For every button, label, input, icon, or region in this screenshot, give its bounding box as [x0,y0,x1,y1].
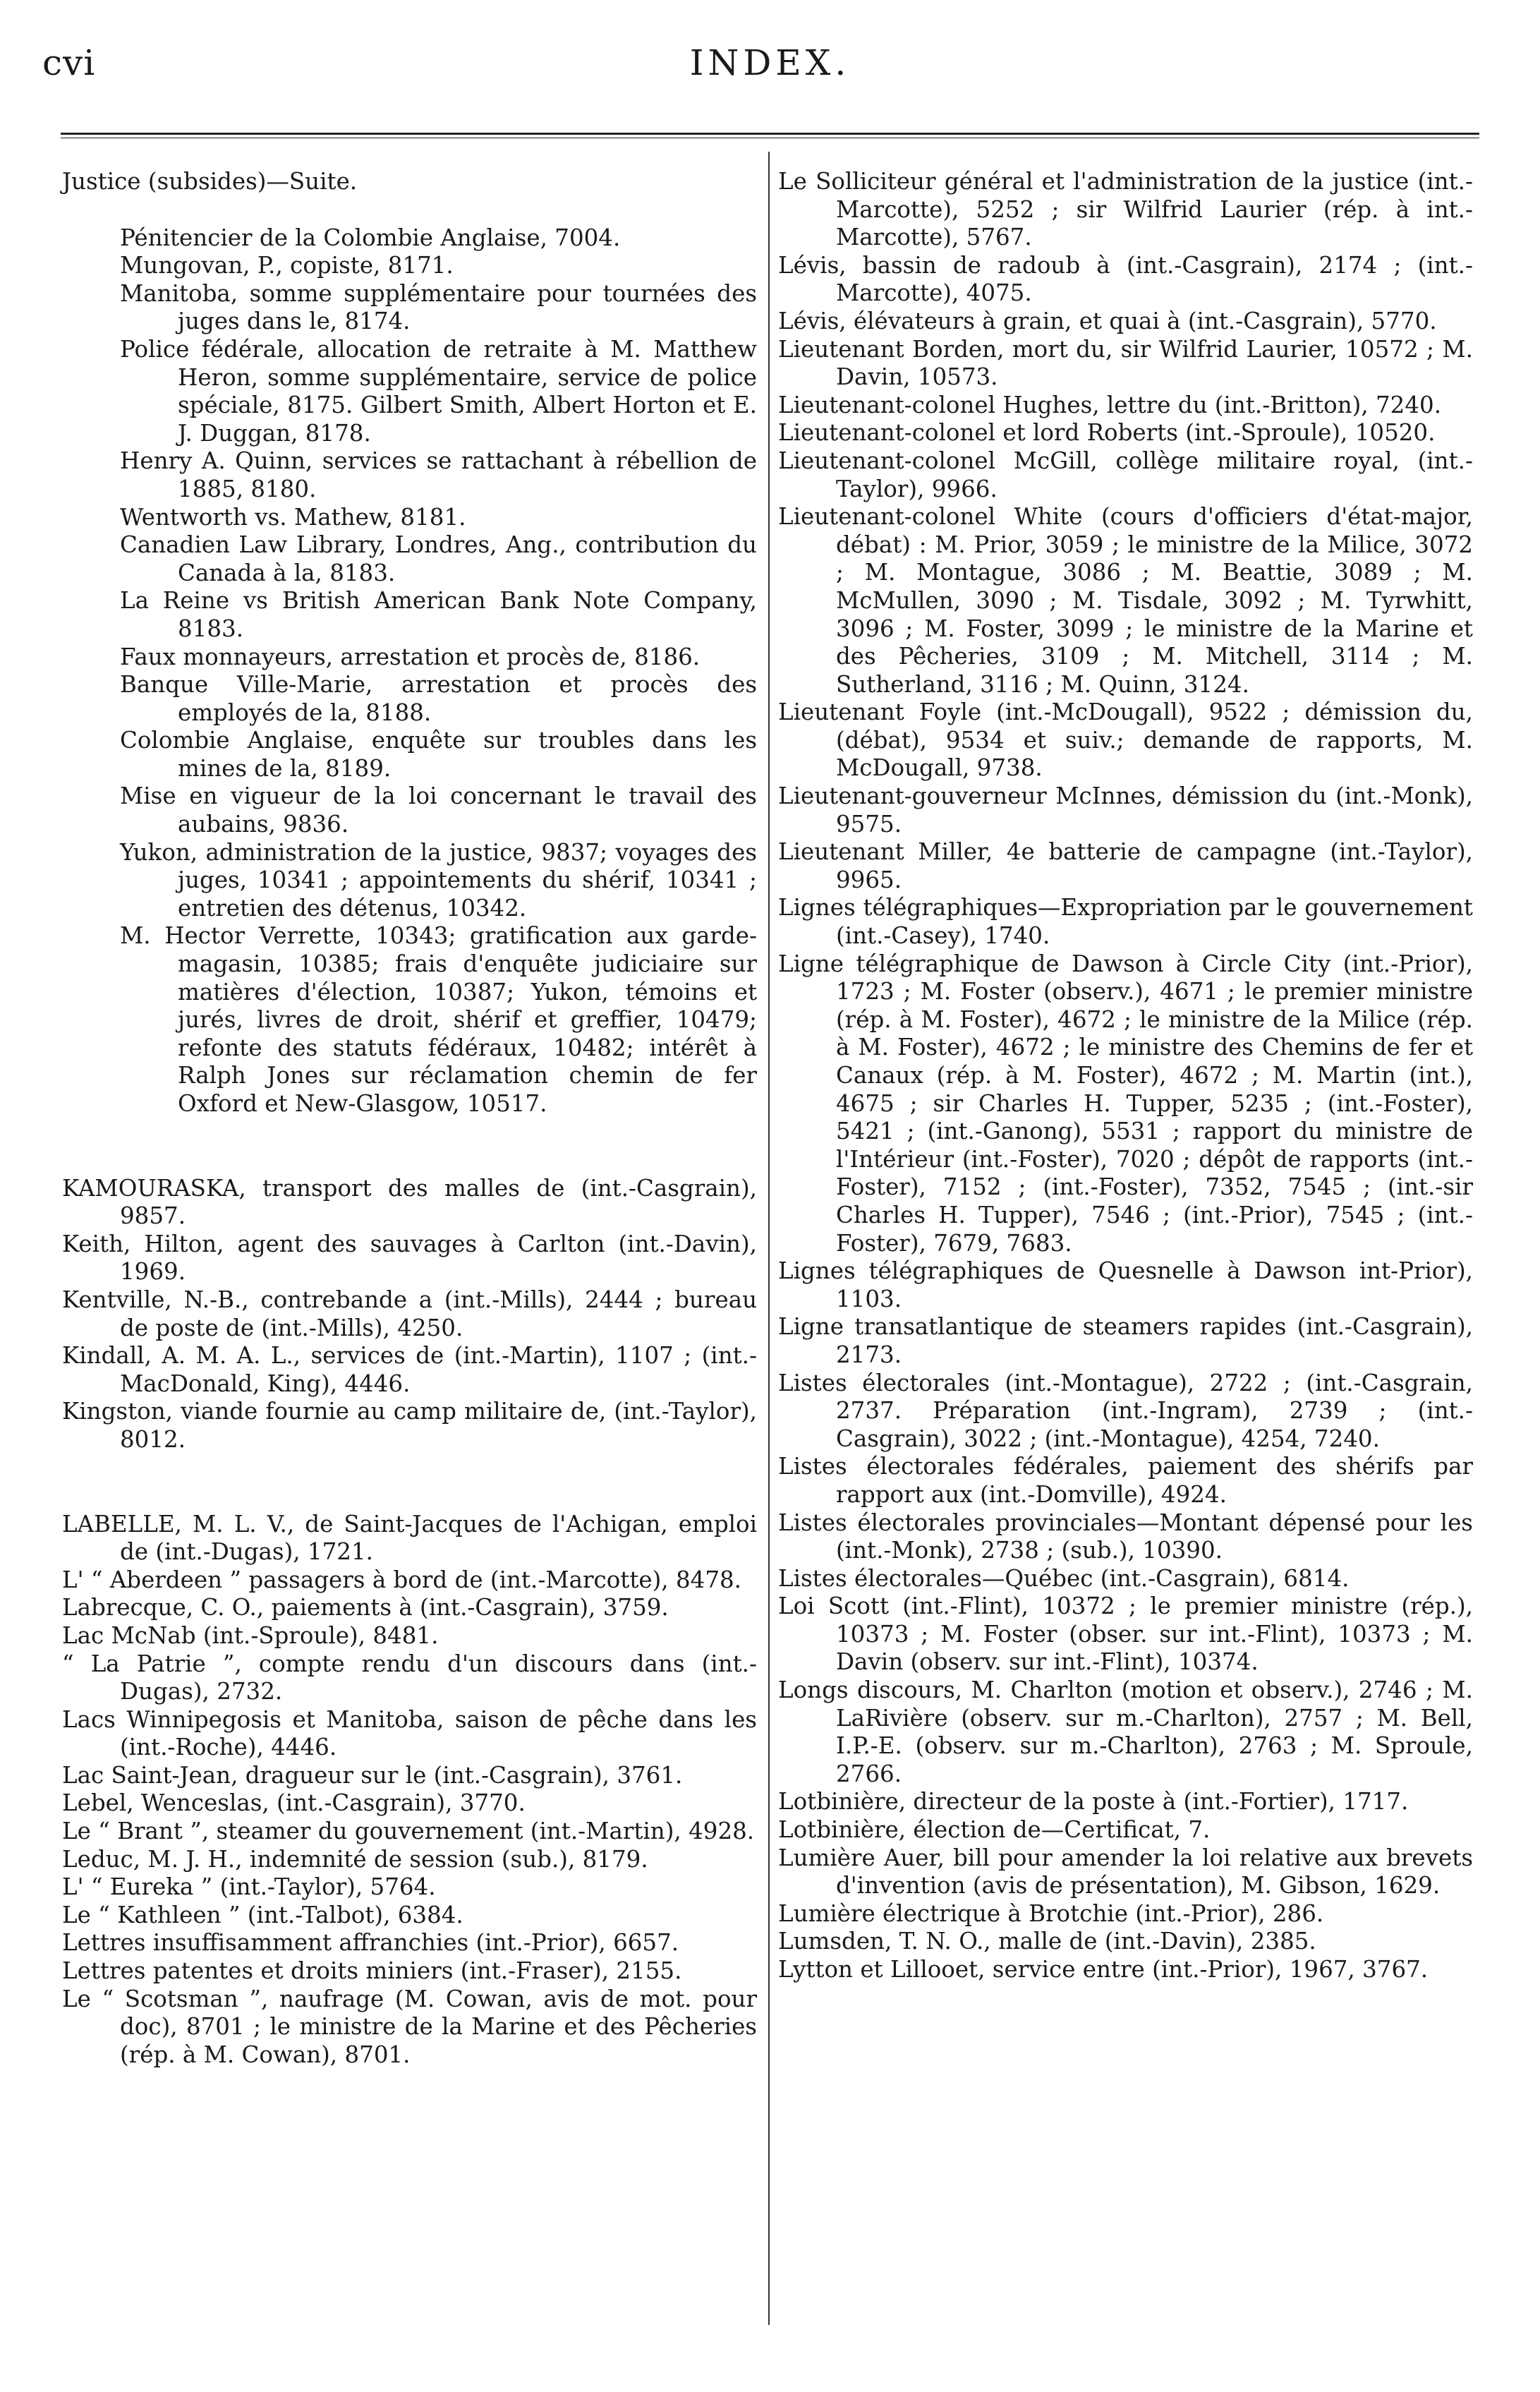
index-entry: Le “ Kathleen ” (int.-Talbot), 6384. [62,1901,463,1928]
index-entry: Pénitencier de la Colombie Anglaise, 7004. [120,224,621,251]
index-entry: Labrecque, C. O., paiements à (int.-Casgrain), 3759. [62,1594,669,1621]
index-entry: Keith, Hilton, agent des sauvages à Carlton (int.-Davin), 1969. [62,1230,757,1286]
right-column [778,168,1473,1984]
index-entry: Lieutenant-gouverneur McInnes, démission du (int.-Monk), 9575. [778,783,1473,838]
index-entry: Kindall, A. M. A. L., services de (int.-Martin), 1107 ; (int.-MacDonald, King), 4446. [62,1342,757,1397]
index-entry: Lieutenant Miller, 4e batterie de campagne (int.-Taylor), 9965. [778,838,1473,893]
left-column [62,168,757,2069]
column-divider [768,152,770,2325]
index-entry: Mise en vigueur de la loi concernant le travail des aubains, 9836. [120,783,757,838]
index-entry: Loi Scott (int.-Flint), 10372 ; le premier ministre (rép.), 10373 ; M. Foster (obser. sur int.-Flint), 10373 ; M. Davin (observ. sur int.-Flint), 10374. [778,1593,1473,1676]
index-entry: Lieutenant-colonel White (cours d'officiers d'état-major, débat) : M. Prior, 3059 ; le ministre de la Milice, 3072 ; M. Montague, 3086 ; M. Beattie, 3089 ; M. McMullen, 3090 ; M. Tisdale, 3092 ; M. Tyrwhitt, 3096 ; M. Foster, 3099 ; le ministre de la Marine et des Pêcheries, 3109 ; M. Mitchell, 3114 ; M. Sutherland, 3116 ; M. Quinn, 3124. [778,503,1473,698]
index-entry: Police fédérale, allocation de retraite à M. Matthew Heron, somme supplémentaire, service de police spéciale, 8175. Gilbert Smith, Albert Horton et E. J. Duggan, 8178. [120,335,757,447]
index-entry: Lettres patentes et droits miniers (int.-Fraser), 2155. [62,1957,682,1985]
index-entry: Lytton et Lillooet, service entre (int.-Prior), 1967, 3767. [778,1956,1429,1983]
index-entry: KAMOURASKA, transport des malles de (int.-Casgrain), 9857. [62,1174,757,1230]
index-entry: “ La Patrie ”, compte rendu d'un discours dans (int.-Dugas), 2732. [62,1650,757,1705]
index-entry: Listes électorales (int.-Montague), 2722 ; (int.-Casgrain, 2737. Préparation (int.-Ingram), 2739 ; (int.-Casgrain), 3022 ; (int.-Montague), 4254, 7240. [778,1369,1473,1452]
index-entry: Banque Ville-Marie, arrestation et procès des employés de la, 8188. [120,671,757,726]
page-number: cvi [42,42,96,83]
index-entry: Ligne transatlantique de steamers rapides (int.-Casgrain), 2173. [778,1313,1473,1368]
index-entry: Lumière Auer, bill pour amender la loi relative aux brevets d'invention (avis de présentation), M. Gibson, 1629. [778,1844,1473,1899]
index-entry: Lotbinière, directeur de la poste à (int.-Fortier), 1717. [778,1788,1409,1816]
index-entry: L' “ Aberdeen ” passagers à bord de (int.-Marcotte), 8478. [62,1566,742,1593]
index-entry: Kingston, viande fournie au camp militaire de, (int.-Taylor), 8012. [62,1398,757,1453]
index-entry: Lignes télégraphiques—Expropriation par le gouvernement (int.-Casey), 1740. [778,894,1473,950]
index-entry: Lacs Winnipegosis et Manitoba, saison de pêche dans les (int.-Roche), 4446. [62,1705,757,1761]
index-entry: LABELLE, M. L. V., de Saint-Jacques de l'Achigan, emploi de (int.-Dugas), 1721. [62,1510,757,1566]
header-rule [61,133,1479,138]
page-header [42,42,1498,106]
index-entry: Lignes télégraphiques de Quesnelle à Dawson int-Prior), 1103. [778,1257,1473,1312]
index-entry: Mungovan, P., copiste, 8171. [120,252,454,279]
index-entry: Listes électorales fédérales, paiement des shérifs par rapport aux (int.-Domville), 4924. [778,1453,1473,1508]
index-entry: Le “ Scotsman ”, naufrage (M. Cowan, avis de mot. pour doc), 8701 ; le ministre de la Marine et des Pêcheries (rép. à M. Cowan), 8701. [62,1985,757,2068]
continued-heading: Justice (subsides)—Suite. [62,168,358,195]
k-section [62,1175,757,1454]
index-entry: Listes électorales—Québec (int.-Casgrain), 6814. [778,1564,1350,1592]
index-entry: Lévis, élévateurs à grain, et quai à (int.-Casgrain), 5770. [778,307,1437,334]
index-entry: Manitoba, somme supplémentaire pour tournées des juges dans le, 8174. [120,279,757,335]
section-gap [62,1118,757,1175]
index-entry: Lieutenant-colonel et lord Roberts (int.-Sproule), 10520. [778,419,1436,447]
index-entry: Ligne télégraphique de Dawson à Circle City (int.-Prior), 1723 ; M. Foster (observ.), 4671 ; le premier ministre (rép. à M. Foster), 4672 ; le ministre de la Milice (rép. à M. Foster), 4672 ; le ministre des Chemins de fer et Canaux (rép. à M. Foster), 4672 ; M. Martin (int.), 4675 ; sir Charles H. Tupper, 5235 ; (int.-Foster), 5421 ; (int.-Ganong), 5531 ; rapport du ministre de l'Intérieur (int.-Foster), 7020 ; dépôt de rapports (int.-Foster), 7152 ; (int.-Foster), 7352, 7545 ; (int.-sir Charles H. Tupper), 7546 ; (int.-Prior), 7545 ; (int.-Foster), 7679, 7683. [778,950,1473,1257]
index-entry: Le “ Brant ”, steamer du gouvernement (int.-Martin), 4928. [62,1818,755,1845]
index-entry: Le Solliciteur général et l'administration de la justice (int.-Marcotte), 5252 ; sir Wilfrid Laurier (rép. à int.-Marcotte), 5767. [778,168,1473,251]
index-entry: Henry A. Quinn, services se rattachant à rébellion de 1885, 8180. [120,447,757,502]
index-entry: Lévis, bassin de radoub à (int.-Casgrain), 2174 ; (int.-Marcotte), 4075. [778,251,1473,307]
index-entry: Lieutenant-colonel Hughes, lettre du (int.-Britton), 7240. [778,391,1442,418]
index-entry: Yukon, administration de la justice, 9837; voyages des juges, 10341 ; appointements du shérif, 10341 ; entretien des détenus, 10342. [120,838,757,922]
index-entry: Listes électorales provinciales—Montant dépensé pour les (int.-Monk), 2738 ; (sub.), 10390. [778,1509,1473,1564]
index-entry: Lac McNab (int.-Sproule), 8481. [62,1621,439,1649]
index-entry: Longs discours, M. Charlton (motion et observ.), 2746 ; M. LaRivière (observ. sur m.-Charlton), 2757 ; M. Bell, I.P.-E. (observ. sur m.-Charlton), 2763 ; M. Sproule, 2766. [778,1677,1473,1787]
l-section [62,1511,757,2070]
section-gap [62,1454,757,1511]
index-entry: Wentworth vs. Mathew, 8181. [120,503,466,531]
index-entry: Leduc, M. J. H., indemnité de session (sub.), 8179. [62,1845,648,1873]
running-title: INDEX. [689,42,851,83]
index-entry: Lieutenant-colonel McGill, collège militaire royal, (int.-Taylor), 9966. [778,447,1473,502]
index-entry: Kentville, N.-B., contrebande a (int.-Mills), 2444 ; bureau de poste de (int.-Mills), 4250. [62,1286,757,1341]
index-entry: Faux monnayeurs, arrestation et procès de, 8186. [120,643,701,670]
justice-subentries [62,224,757,1118]
index-entry: Canadien Law Library, Londres, Ang., contribution du Canada à la, 8183. [120,531,757,586]
l-section-continued [778,168,1473,1984]
index-entry: Lebel, Wenceslas, (int.-Casgrain), 3770. [62,1789,526,1817]
index-entry: La Reine vs British American Bank Note Company, 8183. [120,587,757,642]
index-entry: Lotbinière, élection de—Certificat, 7. [778,1816,1211,1844]
index-entry: L' “ Eureka ” (int.-Taylor), 5764. [62,1873,436,1901]
index-entry: Lieutenant Foyle (int.-McDougall), 9522 ; démission du, (débat), 9534 et suiv.; demande de rapports, M. McDougall, 9738. [778,699,1473,782]
index-entry: Colombie Anglaise, enquête sur troubles dans les mines de la, 8189. [120,727,757,782]
index-entry: M. Hector Verrette, 10343; gratification aux garde-magasin, 10385; frais d'enquête judiciaire sur matières d'élection, 10387; Yukon, témoins et jurés, livres de droit, shérif et greffier, 10479; refonte des statuts fédéraux, 10482; intérêt à Ralph Jones sur réclamation chemin de fer Oxford et New-Glasgow, 10517. [120,922,757,1117]
index-entry: Lumsden, T. N. O., malle de (int.-Davin), 2385. [778,1928,1316,1955]
index-entry: Lumière électrique à Brotchie (int.-Prior), 286. [778,1899,1324,1927]
index-entry: Lettres insuffisamment affranchies (int.-Prior), 6657. [62,1929,679,1957]
index-entry: Lieutenant Borden, mort du, sir Wilfrid Laurier, 10572 ; M. Davin, 10573. [778,335,1473,391]
index-entry: Lac Saint-Jean, dragueur sur le (int.-Casgrain), 3761. [62,1761,683,1789]
